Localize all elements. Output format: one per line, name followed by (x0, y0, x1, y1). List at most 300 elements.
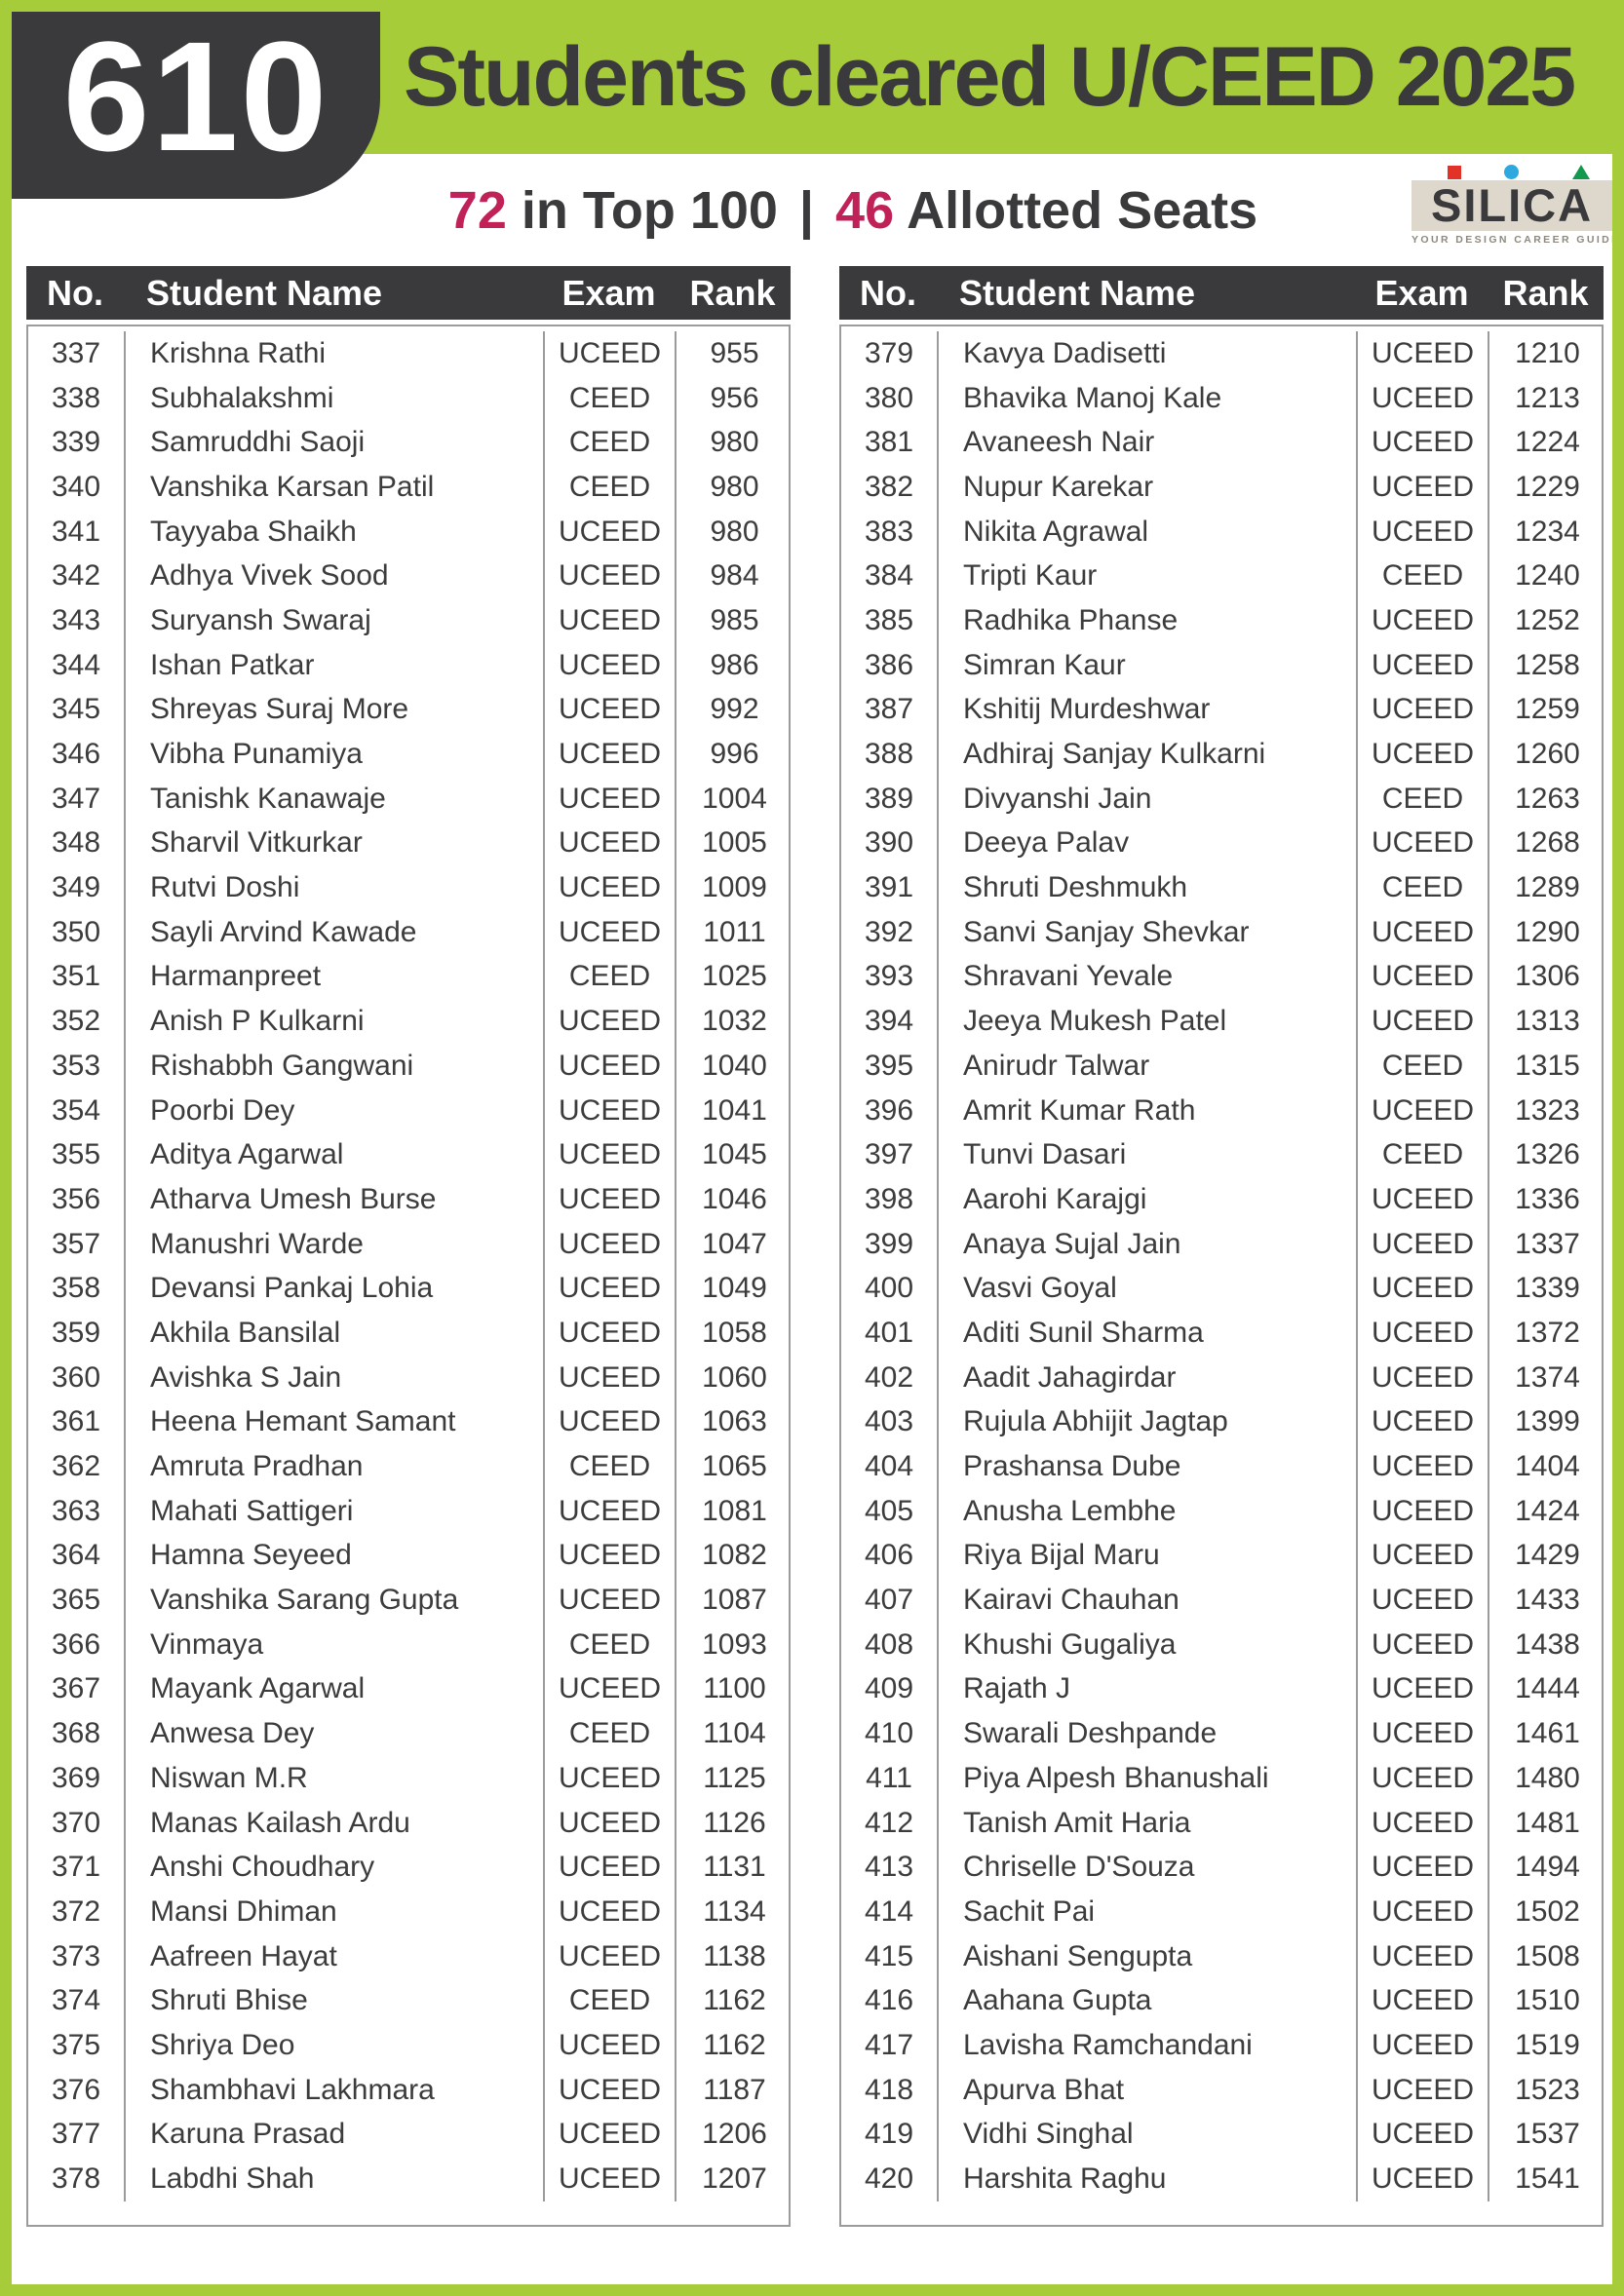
cell-rank: 980 (710, 426, 759, 459)
cell-exam: UCEED (1358, 1311, 1489, 1356)
table-row (841, 1623, 1602, 1667)
cell-no: 411 (841, 1756, 939, 1801)
cell-rank: 1260 (1515, 738, 1580, 771)
cell-no: 384 (841, 554, 939, 598)
table-row (28, 999, 789, 1044)
logo-blue-circle-icon (1504, 165, 1519, 179)
table-row (28, 420, 789, 465)
table-row (841, 777, 1602, 822)
cell-rank: 1041 (702, 1093, 767, 1127)
cell-name: Anwesa Dey (126, 1711, 545, 1756)
cell-exam: UCEED (545, 1311, 677, 1356)
cell-rank: 1461 (1515, 1717, 1580, 1750)
cell-name: Adhya Vivek Sood (126, 554, 545, 598)
cell-rank: 1481 (1515, 1806, 1580, 1839)
cell-name: Karuna Prasad (126, 2113, 545, 2158)
cell-exam: UCEED (545, 1266, 677, 1311)
cell-exam: CEED (545, 376, 677, 421)
table-row (28, 1222, 789, 1267)
cell-name: Prashansa Dube (939, 1444, 1358, 1489)
cell-exam: UCEED (545, 331, 677, 376)
cell-no: 403 (841, 1400, 939, 1445)
table-row (841, 376, 1602, 421)
cell-no: 337 (28, 331, 126, 376)
cell-rank: 1060 (702, 1360, 767, 1394)
cell-name: Aishani Sengupta (939, 1934, 1358, 1979)
cell-exam: UCEED (545, 554, 677, 598)
cell-no: 372 (28, 1890, 126, 1934)
cell-name: Labdhi Shah (126, 2157, 545, 2201)
cell-rank: 1032 (702, 1005, 767, 1038)
cell-no: 383 (841, 510, 939, 555)
cell-rank: 1162 (703, 2028, 766, 2061)
cell-name: Kshitij Murdeshwar (939, 688, 1358, 733)
cell-rank: 1229 (1515, 470, 1580, 503)
table-header (839, 266, 1604, 320)
cell-exam: UCEED (1358, 2023, 1489, 2068)
cell-name: Mahati Sattigeri (126, 1489, 545, 1534)
cell-name: Rujula Abhijit Jagtap (939, 1400, 1358, 1445)
cell-name: Aafreen Hayat (126, 1934, 545, 1979)
cell-exam: UCEED (545, 2113, 677, 2158)
cell-exam: UCEED (1358, 1400, 1489, 1445)
cell-rank: 1508 (1515, 1939, 1580, 1972)
cell-no: 405 (841, 1489, 939, 1534)
cell-no: 412 (841, 1801, 939, 1846)
cell-exam: UCEED (545, 2068, 677, 2113)
cell-rank: 1134 (703, 1894, 766, 1928)
cell-no: 346 (28, 732, 126, 777)
cell-name: Avaneesh Nair (939, 420, 1358, 465)
table-row (28, 865, 789, 910)
cell-no: 418 (841, 2068, 939, 2113)
cell-name: Rajath J (939, 1667, 1358, 1712)
cell-name: Shambhavi Lakhmara (126, 2068, 545, 2113)
cell-name: Divyanshi Jain (939, 777, 1358, 822)
cell-rank: 985 (710, 603, 759, 636)
cell-name: Sayli Arvind Kawade (126, 910, 545, 955)
cell-name: Kavya Dadisetti (939, 331, 1358, 376)
cell-rank: 1502 (1515, 1894, 1580, 1928)
cell-no: 365 (28, 1578, 126, 1623)
table-row (841, 2113, 1602, 2158)
cell-name: Nupur Karekar (939, 465, 1358, 510)
cell-name: Adhiraj Sanjay Kulkarni (939, 732, 1358, 777)
table-row (28, 1667, 789, 1712)
cell-no: 348 (28, 822, 126, 866)
table-row (28, 1623, 789, 1667)
cell-exam: CEED (545, 1623, 677, 1667)
cell-no: 350 (28, 910, 126, 955)
table-row (28, 376, 789, 421)
cell-rank: 1207 (702, 2162, 767, 2196)
cell-no: 344 (28, 643, 126, 688)
col-header-no: No. (47, 272, 103, 313)
table-row (841, 1400, 1602, 1445)
table-row (28, 1044, 789, 1089)
cell-rank: 1234 (1515, 515, 1580, 548)
cell-name: Ishan Patkar (126, 643, 545, 688)
cell-no: 419 (841, 2113, 939, 2158)
cell-exam: UCEED (1358, 2157, 1489, 2201)
cell-rank: 1040 (702, 1049, 767, 1082)
cell-name: Amrit Kumar Rath (939, 1089, 1358, 1133)
cell-exam: UCEED (545, 777, 677, 822)
cell-name: Anusha Lembhe (939, 1489, 1358, 1534)
cell-name: Mansi Dhiman (126, 1890, 545, 1934)
cell-exam: UCEED (545, 1756, 677, 1801)
cell-rank: 1429 (1515, 1539, 1580, 1572)
cell-exam: UCEED (545, 1089, 677, 1133)
cell-exam: UCEED (1358, 1356, 1489, 1400)
cell-name: Manushri Warde (126, 1222, 545, 1267)
cell-no: 347 (28, 777, 126, 822)
cell-rank: 1025 (702, 960, 767, 993)
table-row (28, 1356, 789, 1400)
cell-rank: 1210 (1515, 336, 1580, 369)
cell-exam: UCEED (545, 1400, 677, 1445)
cell-exam: UCEED (1358, 1222, 1489, 1267)
table-row (841, 1934, 1602, 1979)
cell-name: Anshi Choudhary (126, 1845, 545, 1890)
cell-no: 417 (841, 2023, 939, 2068)
table-row (841, 955, 1602, 1000)
cell-exam: UCEED (1358, 955, 1489, 1000)
cell-rank: 955 (710, 336, 759, 369)
cell-exam: UCEED (545, 1534, 677, 1579)
cell-exam: UCEED (1358, 1489, 1489, 1534)
table-row (841, 1489, 1602, 1534)
cell-name: Vidhi Singhal (939, 2113, 1358, 2158)
cell-rank: 956 (710, 381, 759, 414)
cell-no: 352 (28, 999, 126, 1044)
cell-name: Tayyaba Shaikh (126, 510, 545, 555)
cell-no: 406 (841, 1534, 939, 1579)
cell-name: Shriya Deo (126, 2023, 545, 2068)
col-header-no: No. (860, 272, 916, 313)
cell-name: Avishka S Jain (126, 1356, 545, 1400)
cell-name: Aahana Gupta (939, 1978, 1358, 2023)
table-row (28, 1934, 789, 1979)
cell-rank: 1510 (1515, 1984, 1580, 2017)
cell-name: Chriselle D'Souza (939, 1845, 1358, 1890)
cell-no: 381 (841, 420, 939, 465)
cell-rank: 980 (710, 470, 759, 503)
cell-no: 396 (841, 1089, 939, 1133)
cell-exam: UCEED (545, 688, 677, 733)
cell-name: Vanshika Sarang Gupta (126, 1578, 545, 1623)
cell-no: 416 (841, 1978, 939, 2023)
table-row (841, 554, 1602, 598)
cell-exam: UCEED (1358, 331, 1489, 376)
cell-rank: 1011 (703, 915, 766, 948)
cell-rank: 1104 (703, 1717, 766, 1750)
cell-name: Subhalakshmi (126, 376, 545, 421)
cell-rank: 980 (710, 515, 759, 548)
table-row (28, 1890, 789, 1934)
cell-name: Tripti Kaur (939, 554, 1358, 598)
cell-exam: UCEED (1358, 1801, 1489, 1846)
cell-no: 339 (28, 420, 126, 465)
cell-exam: UCEED (545, 1667, 677, 1712)
cell-rank: 1063 (702, 1405, 767, 1438)
cell-rank: 1444 (1515, 1672, 1580, 1705)
cell-exam: UCEED (1358, 688, 1489, 733)
table-row (28, 510, 789, 555)
cell-name: Rutvi Doshi (126, 865, 545, 910)
cell-rank: 1005 (702, 826, 767, 860)
cell-rank: 1306 (1515, 960, 1580, 993)
table-row (28, 1132, 789, 1177)
table-row (841, 2023, 1602, 2068)
cell-no: 367 (28, 1667, 126, 1712)
table-row (841, 1890, 1602, 1934)
cell-rank: 1082 (702, 1539, 767, 1572)
cell-name: Harmanpreet (126, 955, 545, 1000)
cell-no: 363 (28, 1489, 126, 1534)
cell-name: Suryansh Swaraj (126, 598, 545, 643)
table-row (841, 510, 1602, 555)
table-row (28, 331, 789, 376)
table-row (28, 1489, 789, 1534)
cell-name: Akhila Bansilal (126, 1311, 545, 1356)
cell-rank: 1263 (1515, 782, 1580, 815)
cell-no: 395 (841, 1044, 939, 1089)
cell-rank: 996 (710, 738, 759, 771)
cell-rank: 1047 (702, 1227, 767, 1260)
cell-rank: 1100 (703, 1672, 766, 1705)
cell-exam: UCEED (545, 822, 677, 866)
cell-no: 410 (841, 1711, 939, 1756)
cell-name: Shreyas Suraj More (126, 688, 545, 733)
table-row (28, 1400, 789, 1445)
cell-no: 361 (28, 1400, 126, 1445)
table-row (28, 1534, 789, 1579)
cell-exam: UCEED (545, 1578, 677, 1623)
cell-no: 414 (841, 1890, 939, 1934)
cell-exam: UCEED (545, 1890, 677, 1934)
cell-no: 364 (28, 1534, 126, 1579)
table-row (28, 688, 789, 733)
cell-rank: 1404 (1515, 1450, 1580, 1483)
cell-no: 388 (841, 732, 939, 777)
cell-exam: UCEED (1358, 1623, 1489, 1667)
cell-exam: UCEED (545, 598, 677, 643)
cell-no: 353 (28, 1044, 126, 1089)
table-row (28, 1177, 789, 1222)
table-row (841, 2068, 1602, 2113)
cell-name: Aarohi Karajgi (939, 1177, 1358, 1222)
table-row (28, 1845, 789, 1890)
cell-no: 398 (841, 1177, 939, 1222)
cell-rank: 1259 (1515, 693, 1580, 726)
cell-name: Mayank Agarwal (126, 1667, 545, 1712)
cell-rank: 1480 (1515, 1761, 1580, 1794)
cell-rank: 1337 (1515, 1227, 1580, 1260)
cell-rank: 1049 (702, 1272, 767, 1305)
table-row (841, 1801, 1602, 1846)
cell-exam: CEED (545, 420, 677, 465)
cell-no: 397 (841, 1132, 939, 1177)
cell-name: Atharva Umesh Burse (126, 1177, 545, 1222)
cell-name: Riya Bijal Maru (939, 1534, 1358, 1579)
table-row (841, 1089, 1602, 1133)
cell-name: Vibha Punamiya (126, 732, 545, 777)
cell-no: 377 (28, 2113, 126, 2158)
cell-exam: CEED (545, 955, 677, 1000)
cell-no: 387 (841, 688, 939, 733)
logo-red-square-icon (1448, 166, 1461, 179)
logo-wordmark: SILICA (1411, 180, 1612, 231)
table-row (841, 1132, 1602, 1177)
cell-rank: 1087 (702, 1584, 767, 1617)
table-row (28, 822, 789, 866)
table-row (28, 1756, 789, 1801)
cell-no: 394 (841, 999, 939, 1044)
cell-no: 349 (28, 865, 126, 910)
cell-no: 342 (28, 554, 126, 598)
table-body (839, 325, 1604, 2227)
table-row (28, 2113, 789, 2158)
cell-rank: 984 (710, 559, 759, 593)
cell-exam: UCEED (545, 1801, 677, 1846)
cell-name: Khushi Gugaliya (939, 1623, 1358, 1667)
table-row (28, 1978, 789, 2023)
stat-seats-label: Allotted Seats (894, 181, 1258, 240)
logo-marks (1411, 164, 1612, 180)
cell-no: 393 (841, 955, 939, 1000)
table-row (28, 2068, 789, 2113)
table-row (841, 1578, 1602, 1623)
cell-name: Aditi Sunil Sharma (939, 1311, 1358, 1356)
cell-name: Lavisha Ramchandani (939, 2023, 1358, 2068)
table-row (28, 777, 789, 822)
table-row (28, 1089, 789, 1133)
cell-exam: UCEED (1358, 465, 1489, 510)
cell-name: Amruta Pradhan (126, 1444, 545, 1489)
cell-no: 369 (28, 1756, 126, 1801)
cell-no: 360 (28, 1356, 126, 1400)
cell-name: Aditya Agarwal (126, 1132, 545, 1177)
table-row (28, 1801, 789, 1846)
cell-exam: UCEED (1358, 1534, 1489, 1579)
table-row (28, 910, 789, 955)
cell-name: Anish P Kulkarni (126, 999, 545, 1044)
cell-rank: 1009 (702, 871, 767, 904)
cell-no: 354 (28, 1089, 126, 1133)
cell-exam: UCEED (545, 1934, 677, 1979)
table-row (841, 1534, 1602, 1579)
cell-exam: UCEED (545, 732, 677, 777)
cell-rank: 1224 (1515, 426, 1580, 459)
cell-rank: 1339 (1515, 1272, 1580, 1305)
cell-rank: 1537 (1515, 2118, 1580, 2151)
cell-rank: 986 (710, 648, 759, 681)
cell-rank: 1125 (703, 1761, 766, 1794)
cell-no: 390 (841, 822, 939, 866)
cell-no: 378 (28, 2157, 126, 2201)
cell-rank: 1058 (702, 1316, 767, 1349)
cell-exam: UCEED (545, 1222, 677, 1267)
cell-name: Bhavika Manoj Kale (939, 376, 1358, 421)
cell-rank: 1268 (1515, 826, 1580, 860)
cell-name: Piya Alpesh Bhanushali (939, 1756, 1358, 1801)
cell-exam: UCEED (545, 865, 677, 910)
cell-exam: UCEED (1358, 1711, 1489, 1756)
table-row (28, 1311, 789, 1356)
results-table-left (26, 266, 791, 2227)
cell-rank: 1315 (1515, 1049, 1580, 1082)
cell-no: 407 (841, 1578, 939, 1623)
table-row (841, 688, 1602, 733)
cell-exam: UCEED (1358, 2113, 1489, 2158)
table-header (26, 266, 791, 320)
cell-no: 340 (28, 465, 126, 510)
cell-exam: UCEED (1358, 1890, 1489, 1934)
cell-exam: CEED (1358, 777, 1489, 822)
cell-no: 391 (841, 865, 939, 910)
cell-name: Jeeya Mukesh Patel (939, 999, 1358, 1044)
cell-no: 400 (841, 1266, 939, 1311)
table-row (841, 1756, 1602, 1801)
cell-exam: UCEED (1358, 2068, 1489, 2113)
cell-no: 415 (841, 1934, 939, 1979)
cell-exam: UCEED (1358, 822, 1489, 866)
cell-no: 351 (28, 955, 126, 1000)
cell-rank: 1131 (703, 1851, 766, 1884)
cell-no: 389 (841, 777, 939, 822)
cell-exam: CEED (545, 1978, 677, 2023)
cell-no: 409 (841, 1667, 939, 1712)
table-row (841, 1311, 1602, 1356)
cell-exam: UCEED (545, 2023, 677, 2068)
cell-rank: 1519 (1515, 2028, 1580, 2061)
cell-rank: 1326 (1515, 1138, 1580, 1171)
cell-rank: 1433 (1515, 1584, 1580, 1617)
cell-name: Simran Kaur (939, 643, 1358, 688)
cell-name: Nikita Agrawal (939, 510, 1358, 555)
cell-name: Shruti Deshmukh (939, 865, 1358, 910)
col-header-student-name: Student Name (959, 272, 1196, 313)
cell-rank: 1541 (1515, 2162, 1580, 2196)
cell-exam: UCEED (1358, 1756, 1489, 1801)
table-row (841, 643, 1602, 688)
cell-no: 420 (841, 2157, 939, 2201)
table-row (841, 1711, 1602, 1756)
table-row (841, 598, 1602, 643)
cell-rank: 1374 (1515, 1360, 1580, 1394)
cell-no: 399 (841, 1222, 939, 1267)
cell-name: Shruti Bhise (126, 1978, 545, 2023)
cell-exam: CEED (545, 465, 677, 510)
col-header-exam: Exam (561, 272, 656, 313)
table-row (28, 643, 789, 688)
cell-name: Tanishk Kanawaje (126, 777, 545, 822)
cell-name: Harshita Raghu (939, 2157, 1358, 2201)
cell-no: 413 (841, 1845, 939, 1890)
stat-top100-label: in Top 100 (506, 181, 778, 240)
cell-no: 408 (841, 1623, 939, 1667)
cell-exam: UCEED (1358, 376, 1489, 421)
cell-rank: 1289 (1515, 871, 1580, 904)
cell-exam: UCEED (545, 910, 677, 955)
table-row (841, 1444, 1602, 1489)
cell-name: Sachit Pai (939, 1890, 1358, 1934)
cell-no: 362 (28, 1444, 126, 1489)
table-row (841, 331, 1602, 376)
cell-name: Krishna Rathi (126, 331, 545, 376)
cell-exam: UCEED (1358, 510, 1489, 555)
